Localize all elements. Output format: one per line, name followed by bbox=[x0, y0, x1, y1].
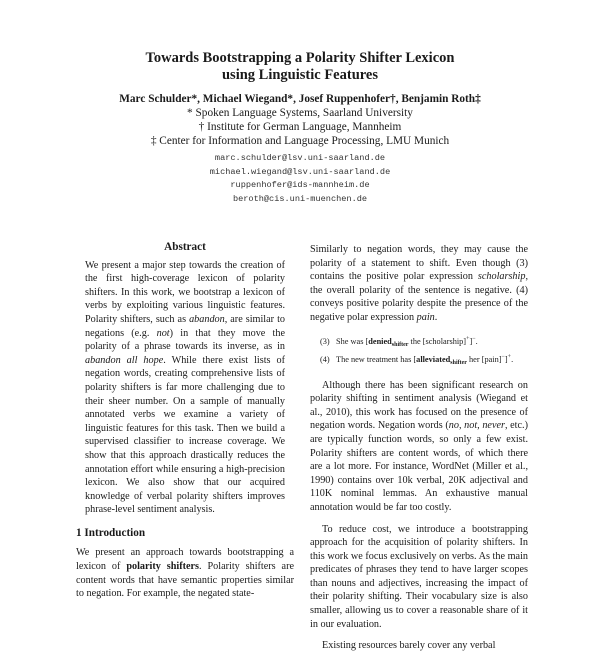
email-1: marc.schulder@lsv.uni-saarland.de bbox=[214, 153, 386, 163]
title-line-2: using Linguistic Features bbox=[221, 67, 379, 83]
right-column bbox=[310, 243, 528, 653]
paper-title bbox=[0, 50, 600, 84]
example-list bbox=[320, 333, 528, 369]
affiliation-2: † Institute for German Language, Mannheim bbox=[198, 121, 402, 133]
email-list bbox=[0, 152, 600, 207]
paper-header bbox=[0, 50, 600, 207]
paragraph-negation-similarity: Similarly to negation words, they may cause the polarity of a statement to shift. Even though (3) contains the positive polar expression scholarship, the overall polarity of the sentence is negative. (4) conveys positive polarity despite the presence of the negative polar expression pain. bbox=[310, 244, 528, 323]
abstract-text: We present a major step towards the creation of the first high-coverage lexicon of polarity shifters. In this work, we bootstrap a lexicon of verbs by exploiting various linguistic features. Polarity shifters, such as abandon, are similar to negations (e.g. not) in that they move the polarity of a phrase towards its inverse, as in abandon all hope. While there exist lists of negation words, creating comprehensive lists of polarity shifters is far more challenging due to their sheer number. On a sample of manually annotated verbs we examine a variety of linguistic features for this task. Then we build a supervised classifier to increase coverage. We show that this approach drastically reduces the annotation effort while ensuring a high-precision lexicon. We also show that our acquired knowledge of verbal polarity shifters improves phrase-level sentiment analysis. bbox=[85, 259, 285, 516]
paragraph-existing-resources: Existing resources barely cover any verbal bbox=[322, 640, 496, 652]
example-4: (4) The new treatment has [alleviated$_{shifter}$ her [pain]−]+. bbox=[320, 353, 514, 366]
email-3: ruppenhofer@ids-mannheim.de bbox=[230, 180, 370, 191]
affiliation-3: ‡ Center for Information and Language Processing, LMU Munich bbox=[150, 135, 450, 147]
paragraph-prior-research: Although there has been significant research on polarity shifting in sentiment analysis (Wiegand et al., 2010), this work has focused on the presence of negation words. Negation words (no, not, never, etc.) are typically function words, so only a few exist. Polarity shifters are content words, of which there are a lot more. For instance, WordNet (Miller et al., 1990) contains over 10k verbal, 20K adjectival and 110K nominal lemmas. An exhaustive manual annotation would be far too costly. bbox=[310, 379, 528, 513]
author-list: Marc Schulder*, Michael Wiegand*, Josef Ruppenhofer†, Benjamin Roth‡ bbox=[119, 93, 481, 105]
example-3: (3) She was [denied$_{shifter}$ the [scholarship]+]−. bbox=[320, 335, 478, 348]
email-2: michael.wiegand@lsv.uni-saarland.de bbox=[209, 166, 391, 177]
abstract-heading: Abstract bbox=[164, 241, 206, 253]
section-heading-introduction: 1 Introduction bbox=[76, 526, 146, 539]
left-column bbox=[76, 241, 294, 601]
affiliation-1: * Spoken Language Systems, Saarland University bbox=[187, 107, 413, 119]
title-line-1: Towards Bootstrapping a Polarity Shifter Lexicon bbox=[145, 50, 455, 66]
intro-paragraph: We present an approach towards bootstrapping a lexicon of polarity shifters. Polarity shifters are content words that have semantic properties similar to negation. For example, the negated state- bbox=[76, 547, 294, 600]
paragraph-bootstrapping: To reduce cost, we introduce a bootstrapping approach for the acquisition of polarity shifters. In this work we focus exclusively on verbs. As the main predicates of phrases they tend to have larger scopes than nouns and adjectives, increasing the impact of their polarity shifting. Their vocabulary size is also smaller, allowing us to cover a reasonable share of it in our evaluation. bbox=[310, 523, 528, 630]
email-4: beroth@cis.uni-muenchen.de bbox=[232, 194, 368, 205]
